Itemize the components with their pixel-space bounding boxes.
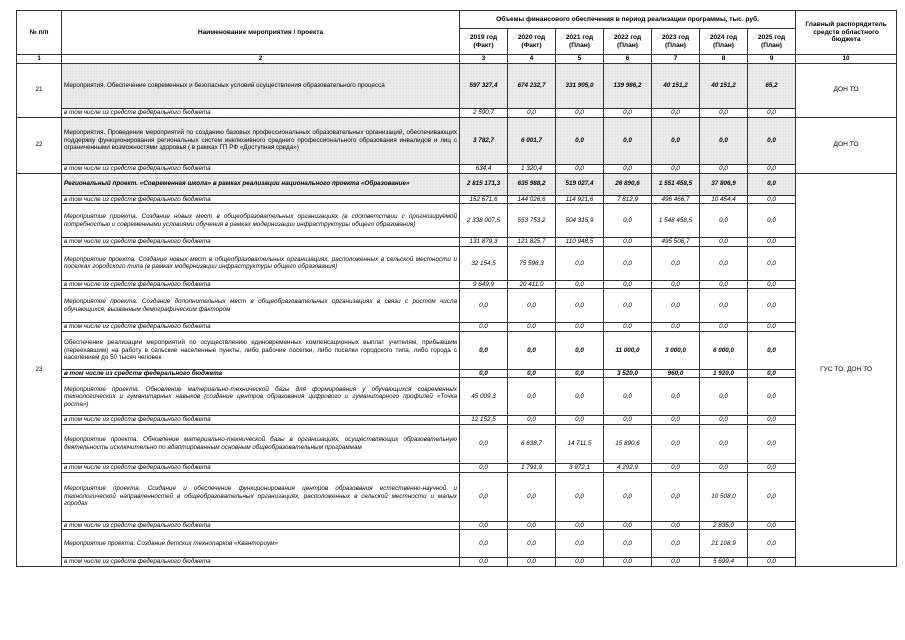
header-owner: Главный распорядитель средств областного бюджета (796, 11, 897, 55)
funding-value: 0,0 (460, 463, 508, 472)
funding-value: 0,0 (700, 280, 748, 289)
funding-value: 0,0 (556, 331, 604, 369)
funding-value: 0,0 (460, 424, 508, 463)
funding-value: 0,0 (748, 369, 796, 378)
federal-budget-row (17, 280, 897, 289)
funding-value: 0,0 (460, 530, 508, 558)
funding-value: 0,0 (556, 472, 604, 521)
activity-name: в том числе из средств федерального бюджета (62, 463, 460, 472)
funding-value: 0,0 (748, 463, 796, 472)
funding-value: 0,0 (460, 331, 508, 369)
funding-value: 0,0 (460, 289, 508, 323)
funding-value: 0,0 (604, 530, 652, 558)
funding-value: 0,0 (604, 323, 652, 332)
funding-value: 0,0 (700, 416, 748, 425)
funding-value: 26 890,6 (604, 173, 652, 195)
activity-name: Мероприятие проекта. Создание детских технопарков «Кванториум» (62, 530, 460, 558)
funding-value: 674 232,7 (508, 63, 556, 108)
funding-value: 114 921,6 (556, 195, 604, 204)
funding-value: 20 411,0 (508, 280, 556, 289)
funding-value: 0,0 (460, 521, 508, 530)
funding-value: 40 151,2 (700, 63, 748, 108)
funding-value: 0,0 (652, 280, 700, 289)
column-index: 9 (748, 55, 796, 64)
funding-value: 139 986,2 (604, 63, 652, 108)
funding-value: 45 009,3 (460, 378, 508, 416)
funding-value: 1 920,0 (700, 369, 748, 378)
funding-value: 21 108,9 (700, 530, 748, 558)
funding-value: 2 835,0 (700, 521, 748, 530)
funding-value: 495 506,7 (652, 238, 700, 247)
activity-name: в том числе из средств федерального бюджета (62, 521, 460, 530)
activity-row (17, 246, 897, 280)
funding-value: 960,0 (652, 369, 700, 378)
funding-value: 5 699,4 (700, 558, 748, 567)
funding-value: 0,0 (460, 323, 508, 332)
funding-value: 110 948,5 (556, 238, 604, 247)
funding-value: 0,0 (604, 246, 652, 280)
funding-value: 0,0 (652, 246, 700, 280)
activity-name: в том числе из средств федерального бюджета (62, 238, 460, 247)
activity-row (17, 204, 897, 238)
funding-value: 0,0 (748, 117, 796, 164)
funding-value: 0,0 (700, 164, 748, 173)
activity-name: в том числе из средств федерального бюджета (62, 416, 460, 425)
funding-table (16, 10, 897, 567)
activity-row (17, 424, 897, 463)
federal-budget-row (17, 416, 897, 425)
activity-name: Мероприятие проекта. Создание и обеспечение функционирования центров образования естественно-научной и технологической направленностей в общеобразовательных организациях, расположенных в сельской местности и малых городах (62, 472, 460, 521)
funding-value: 121 825,7 (508, 238, 556, 247)
federal-budget-row (17, 238, 897, 247)
column-index: 5 (556, 55, 604, 64)
funding-value: 0,0 (604, 416, 652, 425)
funding-value: 0,0 (748, 530, 796, 558)
funding-value: 12 152,5 (460, 416, 508, 425)
funding-value: 0,0 (748, 164, 796, 173)
funding-value: 0,0 (604, 521, 652, 530)
funding-value: 144 026,6 (508, 195, 556, 204)
funding-value: 0,0 (604, 108, 652, 117)
funding-value: 0,0 (748, 173, 796, 195)
activity-name: Региональный проект. «Современная школа» в рамках реализации национального проекта «Образование» (62, 173, 460, 195)
funding-value: 0,0 (508, 108, 556, 117)
funding-value: 10 508,0 (700, 472, 748, 521)
funding-value: 0,0 (652, 530, 700, 558)
funding-value: 0,0 (604, 280, 652, 289)
funding-value: 0,0 (508, 416, 556, 425)
funding-value: 32 154,5 (460, 246, 508, 280)
funding-value: 0,0 (748, 331, 796, 369)
activity-row (17, 63, 897, 108)
funding-value: 0,0 (748, 378, 796, 416)
funding-value: 0,0 (748, 323, 796, 332)
funding-value: 0,0 (652, 378, 700, 416)
funding-value: 15 890,6 (604, 424, 652, 463)
funding-value: 504 315,9 (556, 204, 604, 238)
funding-value: 0,0 (604, 117, 652, 164)
column-index: 4 (508, 55, 556, 64)
funding-value: 0,0 (652, 463, 700, 472)
funding-value: 6 000,0 (700, 331, 748, 369)
funding-value: 0,0 (748, 195, 796, 204)
funding-value: 496 466,7 (652, 195, 700, 204)
activity-name: в том числе из средств федерального бюджета (62, 195, 460, 204)
funding-value: 7 812,9 (604, 195, 652, 204)
activity-row (17, 117, 897, 164)
funding-value: 0,0 (460, 472, 508, 521)
funding-value: 0,0 (748, 424, 796, 463)
funding-value: 1 548 458,5 (652, 204, 700, 238)
funding-value: 152 671,6 (460, 195, 508, 204)
header-year: 2025 год (План) (748, 29, 796, 55)
funding-value: 3 782,7 (460, 117, 508, 164)
funding-value: 40 151,2 (652, 63, 700, 108)
funding-value: 0,0 (700, 463, 748, 472)
funding-value: 0,0 (748, 238, 796, 247)
funding-value: 0,0 (508, 472, 556, 521)
federal-budget-row (17, 195, 897, 204)
funding-value: 0,0 (700, 246, 748, 280)
header-year: 2021 год (План) (556, 29, 604, 55)
activity-name: Мероприятие проекта. Создание новых мест в общеобразовательных организациях (в соответствии с прогнозируемой потребностью и современными условиями обучения в рамках модернизации инфраструктуры общего образования) (62, 204, 460, 238)
federal-budget-row (17, 463, 897, 472)
funding-value: 0,0 (652, 424, 700, 463)
funding-value: 0,0 (556, 521, 604, 530)
funding-value: 4 292,9 (604, 463, 652, 472)
activity-row (17, 530, 897, 558)
federal-budget-row (17, 164, 897, 173)
funding-value: 0,0 (748, 521, 796, 530)
funding-value: 0,0 (604, 289, 652, 323)
header-year: 2022 год (План) (604, 29, 652, 55)
funding-value: 0,0 (604, 472, 652, 521)
funding-value: 0,0 (508, 331, 556, 369)
funding-value: 0,0 (700, 238, 748, 247)
budget-owner: ГУС ТО, ДОН ТО (796, 173, 897, 566)
funding-value: 0,0 (748, 280, 796, 289)
activity-name: Мероприятие проекта. Создание новых мест в общеобразовательных организациях, расположенных в сельской местности и поселках городского типа (в рамках модернизации инфраструктуры общего образования) (62, 246, 460, 280)
funding-value: 0,0 (508, 521, 556, 530)
funding-value: 10 454,4 (700, 195, 748, 204)
header-year: 2020 год (Факт) (508, 29, 556, 55)
funding-value: 1 320,4 (508, 164, 556, 173)
federal-budget-row (17, 369, 897, 378)
funding-value: 0,0 (652, 108, 700, 117)
funding-value: 0,0 (556, 289, 604, 323)
funding-value: 0,0 (748, 108, 796, 117)
funding-value: 0,0 (604, 164, 652, 173)
federal-budget-row (17, 558, 897, 567)
activity-name: в том числе из средств федерального бюджета (62, 280, 460, 289)
activity-name: в том числе из средств федерального бюджета (62, 558, 460, 567)
funding-value: 0,0 (748, 289, 796, 323)
column-index: 10 (796, 55, 897, 64)
activity-name: Мероприятия. Проведение мероприятий по созданию базовых профессиональных образовательных организаций, обеспечивающих поддержку функционирования региональных систем инклюзивного среднего профессионального образования инвалидов и лиц с ограниченными возможностями здоровья ( в рамках ГП РФ «Доступная среда») (62, 117, 460, 164)
column-index: 8 (700, 55, 748, 64)
funding-value: 11 000,0 (604, 331, 652, 369)
funding-value: 3 000,0 (652, 331, 700, 369)
funding-value: 0,0 (652, 558, 700, 567)
funding-value: 3 972,1 (556, 463, 604, 472)
funding-value: 0,0 (700, 378, 748, 416)
activity-name: Мероприятие проекта. Обновление материально-технической базы для формирования у обучающихся современных технологических и гуманитарных навыков (создание центров образования цифрового и гуманитарного профилей «Точка роста») (62, 378, 460, 416)
funding-value: 331 905,0 (556, 63, 604, 108)
header-name: Наименование мероприятия / проекта (62, 11, 460, 55)
funding-value: 65,2 (748, 63, 796, 108)
funding-value: 0,0 (460, 369, 508, 378)
funding-value: 0,0 (508, 289, 556, 323)
header-year: 2023 год (План) (652, 29, 700, 55)
funding-value: 0,0 (556, 416, 604, 425)
funding-value: 0,0 (460, 558, 508, 567)
funding-value: 0,0 (748, 558, 796, 567)
activity-name: Мероприятие проекта. Обновление материально-технической базы в организациях, осуществляющих образовательную деятельность исключительно по адаптированным основным общеобразовательным программам (62, 424, 460, 463)
federal-budget-row (17, 323, 897, 332)
funding-value: 75 596,3 (508, 246, 556, 280)
header-number: № п/п (17, 11, 62, 55)
funding-value: 0,0 (556, 164, 604, 173)
header-funding: Объемы финансового обеспечения в период реализации программы, тыс. руб. (460, 11, 796, 29)
funding-value: 1 791,9 (508, 463, 556, 472)
funding-value: 0,0 (508, 369, 556, 378)
funding-value: 635 988,2 (508, 173, 556, 195)
funding-value: 553 753,2 (508, 204, 556, 238)
funding-value: 0,0 (604, 378, 652, 416)
column-index: 3 (460, 55, 508, 64)
funding-value: 0,0 (700, 424, 748, 463)
funding-value: 519 027,4 (556, 173, 604, 195)
funding-value: 0,0 (652, 472, 700, 521)
federal-budget-row (17, 521, 897, 530)
activity-row (17, 378, 897, 416)
funding-value: 0,0 (652, 289, 700, 323)
funding-value: 2 815 171,3 (460, 173, 508, 195)
column-index: 1 (17, 55, 62, 64)
funding-value: 0,0 (604, 238, 652, 247)
activity-name: в том числе из средств федерального бюджета (62, 323, 460, 332)
activity-row (17, 472, 897, 521)
funding-value: 2 338 007,5 (460, 204, 508, 238)
funding-value: 0,0 (556, 378, 604, 416)
federal-budget-row (17, 108, 897, 117)
funding-value: 0,0 (652, 117, 700, 164)
activity-name: в том числе из средств федерального бюджета (62, 369, 460, 378)
budget-owner: ДОН ТО (796, 63, 897, 117)
funding-value: 0,0 (700, 108, 748, 117)
funding-value: 0,0 (508, 323, 556, 332)
funding-value: 0,0 (556, 280, 604, 289)
funding-value: 0,0 (748, 246, 796, 280)
funding-value: 0,0 (700, 289, 748, 323)
row-number: 23 (17, 173, 62, 566)
activity-row (17, 331, 897, 369)
funding-value: 6 001,7 (508, 117, 556, 164)
funding-value: 9 649,9 (460, 280, 508, 289)
funding-value: 0,0 (748, 472, 796, 521)
funding-value: 0,0 (652, 323, 700, 332)
funding-value: 0,0 (748, 416, 796, 425)
header-year: 2019 год (Факт) (460, 29, 508, 55)
column-index-row (17, 55, 897, 64)
funding-value: 1 551 458,5 (652, 173, 700, 195)
funding-value: 634,4 (460, 164, 508, 173)
activity-name: в том числе из средств федерального бюджета (62, 164, 460, 173)
header-year: 2024 год (План) (700, 29, 748, 55)
funding-value: 0,0 (556, 323, 604, 332)
activity-row (17, 289, 897, 323)
funding-value: 14 711,5 (556, 424, 604, 463)
funding-value: 0,0 (556, 117, 604, 164)
funding-value: 0,0 (748, 204, 796, 238)
column-index: 6 (604, 55, 652, 64)
funding-value: 0,0 (556, 369, 604, 378)
row-number: 21 (17, 63, 62, 117)
funding-value: 6 638,7 (508, 424, 556, 463)
funding-value: 0,0 (652, 164, 700, 173)
activity-row (17, 173, 897, 195)
funding-value: 0,0 (556, 530, 604, 558)
funding-value: 0,0 (652, 416, 700, 425)
budget-owner: ДОН ТО (796, 117, 897, 173)
funding-value: 597 327,4 (460, 63, 508, 108)
funding-value: 3 520,0 (604, 369, 652, 378)
funding-value: 0,0 (604, 204, 652, 238)
column-index: 7 (652, 55, 700, 64)
activity-name: Мероприятия. Обеспечение современных и безопасных условий осуществления образовательного процесса (62, 63, 460, 108)
activity-name: в том числе из средств федерального бюджета (62, 108, 460, 117)
funding-value: 0,0 (556, 108, 604, 117)
funding-value: 0,0 (604, 558, 652, 567)
funding-value: 0,0 (700, 117, 748, 164)
funding-value: 0,0 (508, 378, 556, 416)
activity-name: Мероприятие проекта. Создание дополнительных мест в общеобразовательных организациях в связи с ростом числа обучающихся, вызванным демографическим фактором (62, 289, 460, 323)
row-number: 22 (17, 117, 62, 173)
funding-value: 0,0 (556, 246, 604, 280)
funding-value: 0,0 (700, 323, 748, 332)
funding-value: 0,0 (556, 558, 604, 567)
funding-value: 37 806,9 (700, 173, 748, 195)
funding-value: 0,0 (652, 521, 700, 530)
activity-name: Обеспечение реализации мероприятий по осуществлению единовременных компенсационных выплат учителям, прибывшим (переехавшим) на работу в сельские населенные пункты, либо рабочие поселки, либо поселки городского типа, либо города с населением до 50 тысяч человек (62, 331, 460, 369)
column-index: 2 (62, 55, 460, 64)
funding-value: 0,0 (700, 204, 748, 238)
funding-value: 2 590,7 (460, 108, 508, 117)
funding-value: 0,0 (508, 558, 556, 567)
funding-value: 0,0 (508, 530, 556, 558)
funding-value: 131 879,3 (460, 238, 508, 247)
